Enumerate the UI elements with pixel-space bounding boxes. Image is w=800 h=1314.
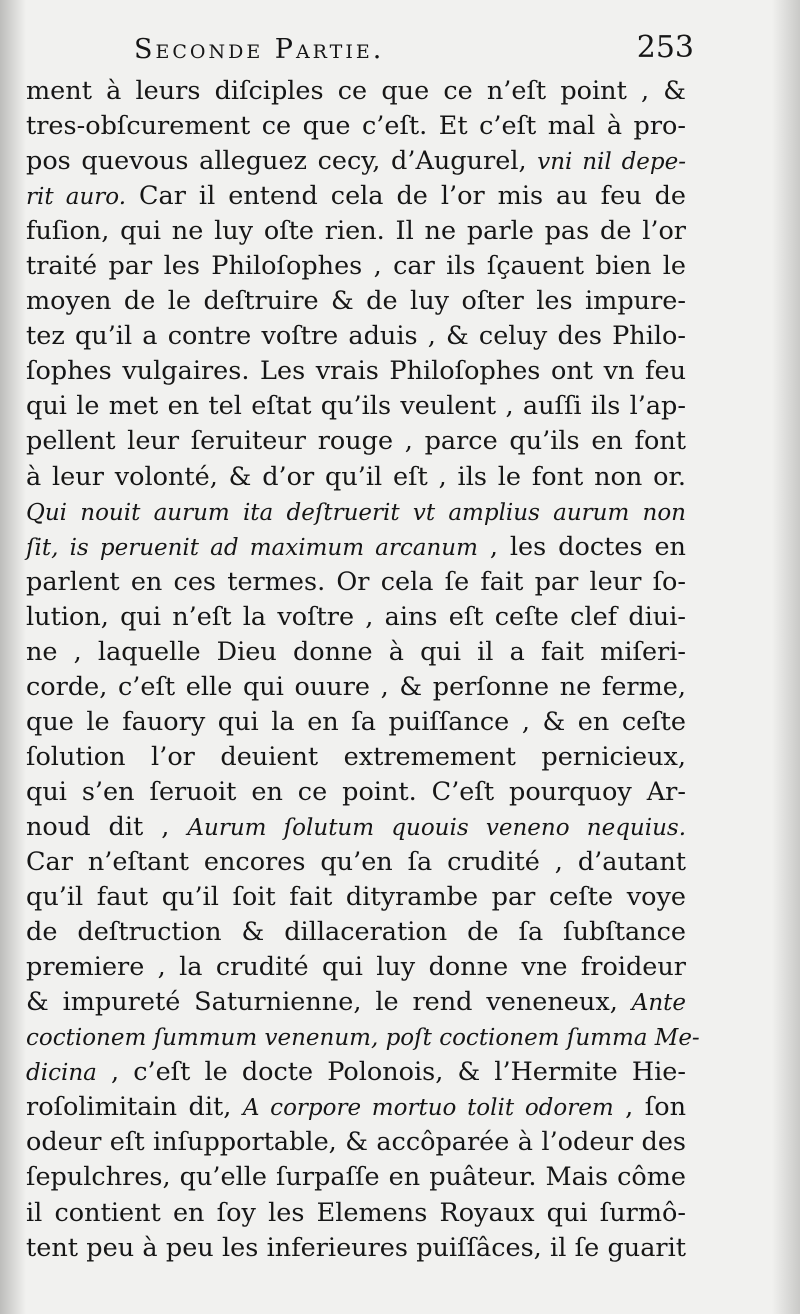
text-line — [26, 915, 686, 950]
latin-quotation: vni nil depe- — [537, 149, 687, 176]
text-segment: traité par les Philoſophes , car ils ſçauent bien le — [26, 251, 686, 282]
text-line — [26, 810, 686, 845]
text-segment: premiere , la crudité qui luy donne vne froideur — [26, 952, 686, 983]
text-segment: pos quevous alleguez cecy, d’Augurel, — [26, 146, 538, 177]
latin-quotation: dicina — [26, 1060, 97, 1087]
text-segment: de deſtruction & dillaceration de ſa ſubſtance — [26, 917, 686, 948]
text-line — [26, 144, 686, 179]
text-segment: ſolution l’or deuient extremement pernicieux, — [26, 741, 686, 772]
text-line — [26, 985, 686, 1020]
text-line — [26, 950, 686, 985]
text-line — [26, 1055, 686, 1090]
text-line — [26, 284, 686, 319]
text-segment: tez qu’il a contre voſtre aduis , & celuy des Philo- — [26, 321, 686, 352]
text-segment: qui s’en ſeruoit en ce point. C’eſt pourquoy Ar- — [26, 776, 686, 807]
text-line — [26, 740, 686, 775]
text-segment: , ſon — [613, 1092, 686, 1123]
text-segment: roſolimitain dit, — [26, 1092, 243, 1123]
text-segment: ſepulchres, qu’elle ſurpaſſe en puâteur. Mais côme — [26, 1162, 686, 1193]
text-segment: il contient en ſoy les Elemens Royaux qui ſurmô- — [26, 1197, 686, 1228]
text-line — [26, 389, 686, 424]
page-header — [134, 30, 694, 70]
latin-quotation: A corpore mortuo tolit odorem — [242, 1095, 614, 1122]
text-line — [26, 880, 686, 915]
latin-quotation: rit auro. — [26, 184, 127, 211]
text-segment: pellent leur ſeruiteur rouge , parce qu’ils en font — [26, 426, 686, 457]
text-line — [26, 705, 686, 740]
text-line — [26, 1160, 686, 1195]
text-line — [26, 635, 686, 670]
text-line — [26, 74, 686, 109]
text-segment: qui le met en tel eſtat qu’ils veulent , auſſi ils l’ap- — [26, 391, 686, 422]
text-segment: noud dit , — [26, 811, 188, 842]
text-segment: Car n’eſtant encores qu’en ſa crudité , d’autant — [26, 847, 686, 878]
text-line — [26, 495, 686, 530]
text-line — [26, 1020, 700, 1055]
text-line — [26, 565, 686, 600]
body-text — [26, 74, 700, 1266]
text-line — [26, 1231, 686, 1266]
text-segment: ſophes vulgaires. Les vrais Philoſophes ont vn feu — [26, 356, 686, 387]
text-segment: qu’il faut qu’il ſoit fait dityrambe par ceſte voye — [26, 882, 686, 913]
text-line — [26, 319, 686, 354]
text-segment: fuſion, qui ne luy oſte rien. Il ne parle pas de l’or — [26, 216, 686, 247]
latin-quotation: Aurum ſolutum quouis veneno nequius. — [187, 814, 687, 841]
text-segment: moyen de le deſtruire & de luy oſter les impure- — [26, 286, 686, 317]
latin-quotation: coctionem ſummum venenum, poſt coctionem ſumma Me- — [26, 1025, 700, 1052]
text-segment: ment à leurs diſciples ce que ce n’eſt point , & — [26, 76, 686, 106]
text-line — [26, 109, 686, 144]
text-line — [26, 530, 686, 565]
text-line — [26, 424, 686, 459]
text-line — [26, 179, 686, 214]
text-segment: corde, c’eſt elle qui ouure , & perſonne ne ferme, — [26, 671, 686, 702]
latin-quotation: Qui nouit aurum ita deſtruerit vt amplius aurum non — [26, 499, 686, 526]
text-segment: ne , laquelle Dieu donne à qui il a fait miſeri- — [26, 636, 686, 667]
text-segment: lution, qui n’eſt la voſtre , ains eſt ceſte clef diui- — [26, 601, 686, 632]
text-line — [26, 845, 686, 880]
latin-quotation: ſit, is peruenit ad maximum arcanum — [26, 534, 478, 561]
text-segment: à leur volonté, & d’or qu’il eſt , ils le font non or. — [26, 461, 686, 492]
left-page-edge-shadow — [0, 0, 26, 1314]
text-segment: , les doctes en — [477, 531, 686, 562]
text-segment: parlent en ces termes. Or cela ſe fait par leur ſo- — [26, 566, 686, 597]
page-number: 253 — [636, 30, 694, 65]
text-line — [26, 354, 686, 389]
latin-quotation: Ante — [631, 990, 686, 1017]
text-segment: & impureté Saturnienne, le rend veneneux, — [26, 987, 632, 1018]
text-line — [26, 460, 686, 495]
text-segment: tent peu à peu les inferieures puiſſâces, il ſe guarit — [26, 1232, 686, 1263]
text-segment: que le fauory qui la en ſa puiſſance , & en ceſte — [26, 706, 686, 737]
text-line — [26, 1090, 686, 1125]
text-segment: odeur eſt inſupportable, & accôparée à l’odeur des — [26, 1127, 686, 1158]
right-page-edge-shadow — [772, 0, 800, 1314]
text-segment: tres-obſcurement ce que c’eſt. Et c’eſt mal à pro- — [26, 111, 686, 142]
text-line — [26, 214, 686, 249]
text-line — [26, 1125, 686, 1160]
text-segment: , c’eſt le docte Polonois, & l’Hermite Hie- — [96, 1057, 686, 1088]
text-line — [26, 775, 686, 810]
text-line — [26, 670, 686, 705]
text-line — [26, 249, 686, 284]
text-line — [26, 1196, 686, 1231]
text-segment: Car il entend cela de l’or mis au feu de — [126, 181, 687, 212]
running-head: Seconde Partie. — [134, 34, 385, 65]
text-line — [26, 600, 686, 635]
